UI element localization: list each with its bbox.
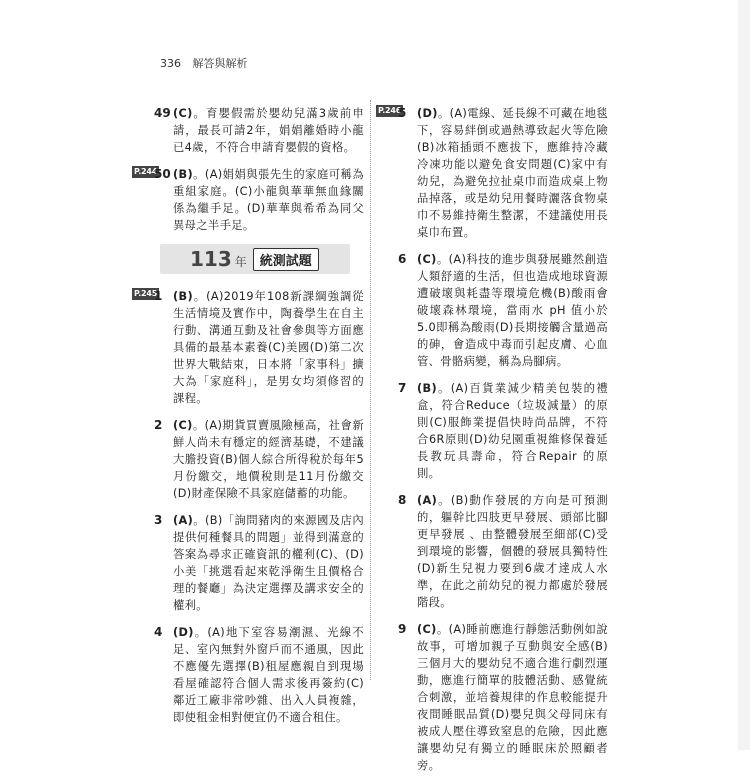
answer-entry-7 bbox=[376, 380, 608, 482]
answer-entry-1 bbox=[132, 288, 364, 407]
section-label: 統測試題 bbox=[253, 248, 319, 271]
question-number: 7 bbox=[398, 381, 407, 395]
answer-choice: (B) bbox=[417, 382, 437, 395]
section-banner bbox=[160, 244, 350, 274]
explanation: 。(A)期貨買賣風險極高，社會新鮮人尚未有穩定的經濟基礎，不建議大膽投資(B)個人綜合所得稅於每年5月份繳交，地價稅則是11月份繳交(D)財產保險不具家庭儲蓄的功能。 bbox=[173, 419, 364, 500]
answer-choice: (A) bbox=[417, 494, 438, 507]
page-ref-badge: P.246 bbox=[378, 106, 402, 115]
answer-choice: (C) bbox=[417, 623, 437, 636]
left-column bbox=[132, 105, 364, 736]
explanation: 。(A)科技的進步與發展雖然創造人類舒適的生活，但也造成地球資源遭破壞與耗盡等環境危機(B)酸雨會破壞森林環境，當雨水 pH 值小於5.0即稱為酸雨(D)長期接觸含量過高的砷，會造成中毒而引起皮膚、心血管、骨骼病變，稱為烏腳病。 bbox=[417, 253, 608, 368]
explanation: 。(A)電線、延長線不可藏在地毯下，容易絆倒或過熱導致起火等危險(B)冰箱插頭不應拔下，應維持冷藏冷凍功能以避免食安問題(C)家中有幼兒，為避免拉扯桌巾而造成桌上物品掉落，或是幼兒用餐時灑落食物桌巾不易維持衛生整潔，不建議使用長桌巾布置。 bbox=[417, 107, 608, 239]
question-number: 3 bbox=[154, 513, 163, 527]
answer-choice: (D) bbox=[417, 107, 438, 120]
explanation: 。(A)娟娟與張先生的家庭可稱為重組家庭。(C)小龍與華華無血緣關係為繼手足。(D)華華與希希為同父異母之半手足。 bbox=[173, 168, 364, 232]
question-number: 2 bbox=[154, 418, 163, 432]
page-ref-badge: P.245 bbox=[134, 289, 158, 298]
explanation: 。(A)地下室容易潮濕、光線不足、室內無對外窗戶而不通風，因此不應優先選擇(B)租屋應親自到現場看屋確認符合個人需求後再簽約(C)鄰近工廠非常吵雜、出入人員複雜，即使租金相對便宜仍不適合租住。 bbox=[173, 626, 364, 724]
page-title: 解答與解析 bbox=[192, 57, 248, 70]
question-number: 9 bbox=[398, 622, 407, 636]
explanation: 。(A)百貨業減少精美包裝的禮盒，符合Reduce（垃圾減量）的原則(C)服飾業提倡快時尚品牌，不符合6R原則(D)幼兒園重視維修保養延長教玩具壽命，符合Repair 的原則。 bbox=[417, 382, 608, 480]
question-number: 50 bbox=[154, 167, 171, 181]
explanation: 。(A)睡前應進行靜態活動例如說故事，可增加親子互動與安全感(B)三個月大的嬰幼兒不適合進行劇烈運動，應進行簡單的肢體活動、感覺統合刺激，並培養規律的作息較能提升夜間睡眠品質(D)嬰兒與父母同床有被成人壓住導致窒息的危險，因此應讓嬰幼兒有獨立的睡眠床於照顧者旁。 bbox=[417, 623, 608, 772]
answer-entry-49 bbox=[132, 105, 364, 156]
answer-entry-50 bbox=[132, 166, 364, 234]
answer-entry-9 bbox=[376, 621, 608, 774]
section-year: 113 bbox=[190, 247, 232, 271]
question-number: 5 bbox=[398, 106, 407, 120]
column-divider bbox=[370, 100, 371, 680]
page-ref-badge: P.244 bbox=[134, 167, 158, 176]
page-number: 336 bbox=[160, 57, 181, 70]
answer-choice: (B) bbox=[173, 168, 193, 181]
right-column bbox=[376, 105, 608, 784]
question-number: 6 bbox=[398, 252, 407, 266]
explanation: 。育嬰假需於嬰幼兒滿3歲前申請，最長可請2年，娟娟離婚時小龍已4歲，不符合申請育嬰假的資格。 bbox=[173, 107, 364, 154]
answer-entry-6 bbox=[376, 251, 608, 370]
answer-entry-5 bbox=[376, 105, 608, 241]
question-number: 4 bbox=[154, 625, 163, 639]
page-spine bbox=[738, 0, 750, 750]
page-header bbox=[160, 55, 256, 71]
question-number: 49 bbox=[154, 106, 171, 120]
explanation: 。(A)2019年108新課綱強調從生活情境及實作中，陶養學生在自主行動、溝通互動及社會參與等方面應具備的最基本素養(C)美國(D)第二次世界大戰結束，日本將「家事科」擴大為「家庭科」，是男女均須修習的課程。 bbox=[173, 290, 364, 405]
question-number: 8 bbox=[398, 493, 407, 507]
answer-entry-3 bbox=[132, 512, 364, 614]
answer-choice: (C) bbox=[173, 107, 193, 120]
answer-choice: (C) bbox=[173, 419, 193, 432]
answer-choice: (B) bbox=[173, 290, 193, 303]
question-number: 1 bbox=[154, 289, 163, 303]
answer-entry-8 bbox=[376, 492, 608, 611]
explanation: 。(B)動作發展的方向是可預測的，軀幹比四肢更早發展、頭部比腳更早發展 、由整體發展至細部(C)受到環境的影響，個體的發展具獨特性(D)新生兒視力要到6歲才達成人水準，在此之前幼兒的視力都處於發展階段。 bbox=[417, 494, 608, 609]
answer-entry-2 bbox=[132, 417, 364, 502]
section-year-suffix: 年 bbox=[234, 254, 247, 269]
answer-entry-4 bbox=[132, 624, 364, 726]
explanation: 。(B)「詢問豬肉的來源國及店內提供何種餐具的問題」並得到滿意的答案為尋求正確資訊的權利(C)、(D)小美「挑選看起來乾淨衛生且價格合理的餐廳」為決定選擇及講求安全的權利。 bbox=[173, 514, 364, 612]
answer-choice: (C) bbox=[417, 253, 437, 266]
answer-choice: (D) bbox=[173, 626, 194, 639]
answer-choice: (A) bbox=[173, 514, 194, 527]
